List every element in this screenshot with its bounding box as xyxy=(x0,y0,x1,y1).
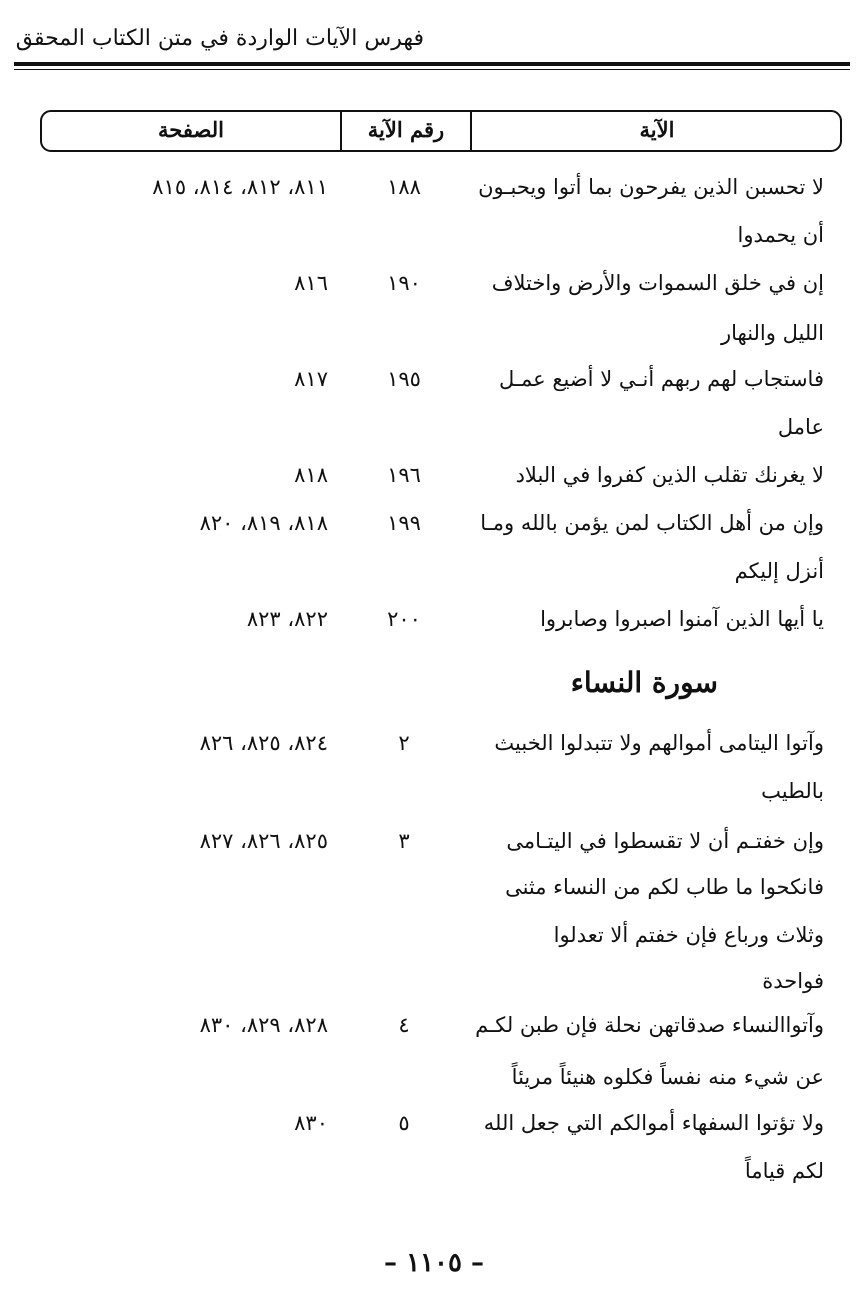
column-header-number: رقم الآية xyxy=(367,117,445,142)
aya-text: ولا تؤتوا السفهاء أموالكم التي جعل الله xyxy=(483,1111,824,1135)
table-row xyxy=(0,1002,868,1048)
page-refs: ٨٢٥، ٨٢٦، ٨٢٧ xyxy=(199,829,328,853)
table-row xyxy=(0,164,868,210)
page-refs: ٨١٦ xyxy=(294,271,328,295)
aya-number: ١٩٥ xyxy=(387,367,421,391)
aya-text: فواحدة xyxy=(762,969,824,993)
table-row xyxy=(0,260,868,306)
aya-number: ١٩٠ xyxy=(387,271,421,295)
table-row xyxy=(0,1054,868,1100)
header-rule-thin xyxy=(14,69,850,70)
header-rule-thick xyxy=(14,62,850,66)
table-row xyxy=(0,1100,868,1146)
aya-text: فانكحوا ما طاب لكم من النساء مثنى xyxy=(505,875,824,899)
aya-number: ٥ xyxy=(398,1111,410,1135)
surah-title: سورة النساء xyxy=(570,666,718,699)
aya-number: ١٩٦ xyxy=(387,463,421,487)
table-row xyxy=(0,1148,868,1194)
aya-text: وثلاث ورباع فإن خفتم ألا تعدلوا xyxy=(553,923,824,947)
aya-number: ١٨٨ xyxy=(387,175,421,199)
aya-text: وإن من أهل الكتاب لمن يؤمن بالله ومـا xyxy=(480,511,824,535)
table-row xyxy=(0,310,868,356)
aya-text: أن يحمدوا xyxy=(737,223,824,247)
aya-text: بالطيب xyxy=(761,779,824,803)
aya-number: ٣ xyxy=(398,829,410,853)
aya-text: فاستجاب لهم ربهم أنـي لا أضيع عمـل xyxy=(498,367,824,391)
page-refs: ٨٢٢، ٨٢٣ xyxy=(246,607,328,631)
table-row xyxy=(0,500,868,546)
table-row xyxy=(0,864,868,910)
page-refs: ٨١٧ xyxy=(294,367,328,391)
table-row xyxy=(0,356,868,402)
aya-text: لا يغرنك تقلب الذين كفروا في البلاد xyxy=(515,463,824,487)
page-refs: ٨١٨، ٨١٩، ٨٢٠ xyxy=(199,511,328,535)
table-row xyxy=(0,768,868,814)
table-row xyxy=(0,452,868,498)
page-header-title: فهرس الآيات الواردة في متن الكتاب المحقق xyxy=(15,26,424,51)
table-header xyxy=(40,110,842,152)
footer-page-number: – ١١٠٥ – xyxy=(384,1248,484,1278)
aya-text: لكم قياماً xyxy=(744,1159,824,1183)
table-row xyxy=(0,548,868,594)
table-row xyxy=(0,818,868,864)
aya-text: عامل xyxy=(777,415,824,439)
table-row xyxy=(0,596,868,642)
column-header-aya: الآية xyxy=(639,117,675,142)
aya-text: لا تحسبن الذين يفرحون بما أتوا ويحبـون xyxy=(478,175,824,199)
table-row xyxy=(0,212,868,258)
table-row xyxy=(0,958,868,1004)
page-refs: ٨٢٤، ٨٢٥، ٨٢٦ xyxy=(199,731,328,755)
page-refs: ٨١١، ٨١٢، ٨١٤، ٨١٥ xyxy=(152,175,328,199)
table-row xyxy=(0,720,868,766)
aya-number: ١٩٩ xyxy=(387,511,421,535)
aya-text: يا أيها الذين آمنوا اصبروا وصابروا xyxy=(540,607,824,631)
aya-text: إن في خلق السموات والأرض واختلاف xyxy=(491,271,824,295)
aya-text: وآتوا اليتامى أموالهم ولا تتبدلوا الخبيث xyxy=(494,731,824,755)
aya-text: عن شيء منه نفساً فكلوه هنيئاً مريئاً xyxy=(511,1065,824,1089)
aya-text: أنزل إليكم xyxy=(734,559,824,583)
page-refs: ٨١٨ xyxy=(294,463,328,487)
aya-number: ٢٠٠ xyxy=(387,607,421,631)
column-header-page: الصفحة xyxy=(158,117,224,142)
aya-number: ٤ xyxy=(398,1013,410,1037)
aya-number: ٢ xyxy=(398,731,410,755)
table-row xyxy=(0,404,868,450)
aya-text: وإن خفتـم أن لا تقسطوا في اليتـامى xyxy=(506,829,824,853)
table-row xyxy=(0,912,868,958)
aya-text: الليل والنهار xyxy=(720,321,824,345)
page-refs: ٨٣٠ xyxy=(294,1111,328,1135)
aya-text: وآتواالنساء صدقاتهن نحلة فإن طبن لكـم xyxy=(475,1013,824,1037)
page-refs: ٨٢٨، ٨٢٩، ٨٣٠ xyxy=(199,1013,328,1037)
